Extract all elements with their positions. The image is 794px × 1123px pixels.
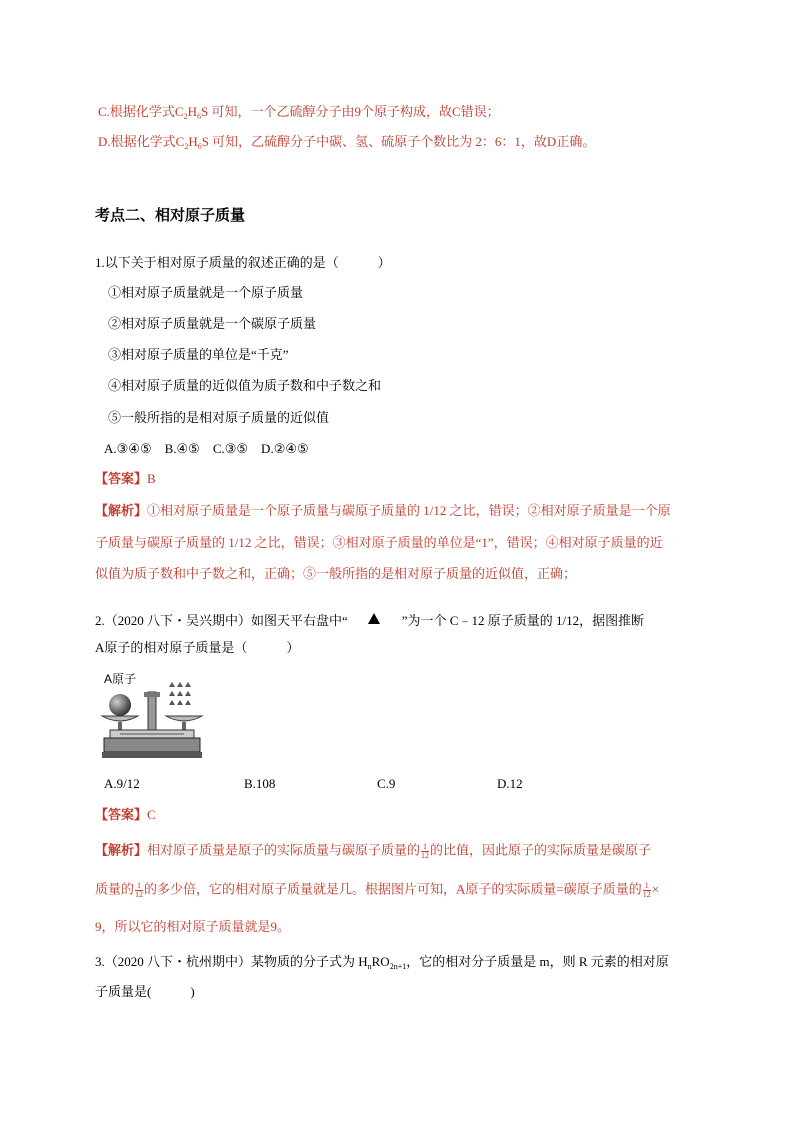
q3-stem-line-2: 子质量是( )	[95, 984, 195, 999]
q1-item-1: ①相对原子质量就是一个原子质量	[108, 285, 304, 300]
q2-analysis-line-1	[95, 843, 651, 860]
q1-item-3: ③相对原子质量的单位是“千克”	[108, 347, 289, 362]
text: C.根据化学式C	[98, 104, 184, 119]
q2-option-c: C.9	[377, 776, 396, 791]
answer-label: 【答案】	[95, 471, 148, 486]
text: H	[187, 104, 197, 119]
left-pan	[102, 716, 138, 721]
analysis-label: 【解析】	[95, 842, 148, 858]
times-sign: ×	[651, 881, 660, 897]
q1-analysis-line-2: 子质量与碳原子质量的 1/12 之比，错误；③相对原子质量的单位是“1”，错误；④相对原子质量的近	[95, 535, 663, 550]
text: 相对原子质量是原子的实际质量与碳原子质量的	[147, 842, 421, 858]
balance-base	[104, 738, 200, 752]
q1-stem: 1.以下关于相对原子质量的叙述正确的是（ ）	[95, 255, 391, 270]
balance-drawing	[100, 670, 204, 762]
text: 3.（2020 八下・杭州期中）某物质的分子式为 H	[95, 954, 368, 969]
frac-den: 12	[135, 890, 144, 899]
q1-answer	[95, 472, 156, 485]
fraction-one-twelfth	[135, 882, 143, 899]
frac-num: 1	[644, 881, 649, 890]
q1-analysis-line-3: 似值为质子数和中子数之和，正确；⑤一般所指的是相对原子质量的近似值，正确；	[95, 566, 577, 581]
text: 的多少倍，它的相对原子质量就是几。根据图片可知，	[144, 881, 457, 897]
subscript: 2	[183, 112, 188, 121]
q2-option-b: B.108	[244, 776, 276, 791]
atom-sphere	[109, 694, 131, 716]
answer-value: B	[147, 471, 156, 486]
answer-label: 【答案】	[95, 807, 148, 822]
right-pan	[166, 716, 202, 721]
text: S 可知，一个乙硫醇分子由9个原子构成，故C错误；	[200, 104, 500, 119]
text: H	[188, 134, 198, 149]
fraction-one-twelfth	[643, 882, 651, 899]
text: ”为一个 C﹣12 原子质量的 1/12，据图推断	[401, 613, 645, 628]
triangle-icon	[368, 613, 380, 624]
q1-item-4: ④相对原子质量的近似值为质子数和中子数之和	[108, 378, 382, 393]
q2-stem-line-2: A原子的相对原子质量是（ ）	[95, 640, 300, 655]
q2-analysis-line-2	[95, 882, 659, 899]
q2-option-a: A.9/12	[104, 776, 140, 791]
subscript: 2	[184, 142, 189, 151]
subscript: 2n+1	[389, 962, 407, 971]
carbon-unit-weights	[169, 682, 191, 705]
text: S 可知，乙硫醇分子中碳、氢、硫原子个数比为 2：6：1，故D正确。	[201, 134, 596, 149]
subscript: 6	[197, 142, 202, 151]
text: ，它的相对分子质量是 m，则 R 元素的相对原	[406, 954, 669, 969]
frac-den: 12	[642, 890, 651, 899]
analysis-label: 【解析】	[95, 503, 148, 518]
option-c-explanation	[98, 105, 500, 121]
frac-num: 1	[423, 842, 428, 851]
frac-num: 1	[137, 881, 142, 890]
text: RO	[371, 954, 390, 969]
text: 2.（2020 八下・吴兴期中）如图天平右盘中“	[95, 613, 348, 628]
q1-options: A.③④⑤ B.④⑤ C.③⑤ D.②④⑤	[104, 441, 309, 456]
balance-figure	[100, 670, 204, 762]
text: 质量的	[95, 881, 135, 897]
q2-stem-line-1	[95, 613, 644, 627]
figure-label: A原子	[104, 672, 137, 686]
q1-analysis-line-1	[95, 504, 671, 517]
center-post	[148, 692, 156, 736]
q2-analysis-line-3: 9，所以它的相对原子质量就是9。	[95, 919, 291, 934]
subscript: 6	[196, 112, 201, 121]
section-title: 考点二、相对原子质量	[95, 208, 246, 224]
fraction-one-twelfth	[421, 843, 429, 860]
option-d-explanation	[98, 135, 595, 151]
q1-item-2: ②相对原子质量就是一个碳原子质量	[108, 316, 317, 331]
q2-option-d: D.12	[497, 776, 523, 791]
q2-answer	[95, 808, 156, 821]
q3-stem-line-1	[95, 955, 669, 971]
text: ①相对原子质量是一个原子质量与碳原子质量的 1/12 之比，错误；②相对原子质量是一个原	[147, 503, 671, 518]
answer-value: C	[147, 807, 156, 822]
frac-den: 12	[421, 851, 430, 860]
subscript: n	[367, 962, 372, 971]
text: A原子的实际质量=碳原子质量的	[456, 881, 642, 897]
q1-item-5: ⑤一般所指的是相对原子质量的近似值	[108, 410, 330, 425]
text: D.根据化学式C	[98, 134, 185, 149]
text: 的比值，因此原子的实际质量是碳原子	[430, 842, 652, 858]
